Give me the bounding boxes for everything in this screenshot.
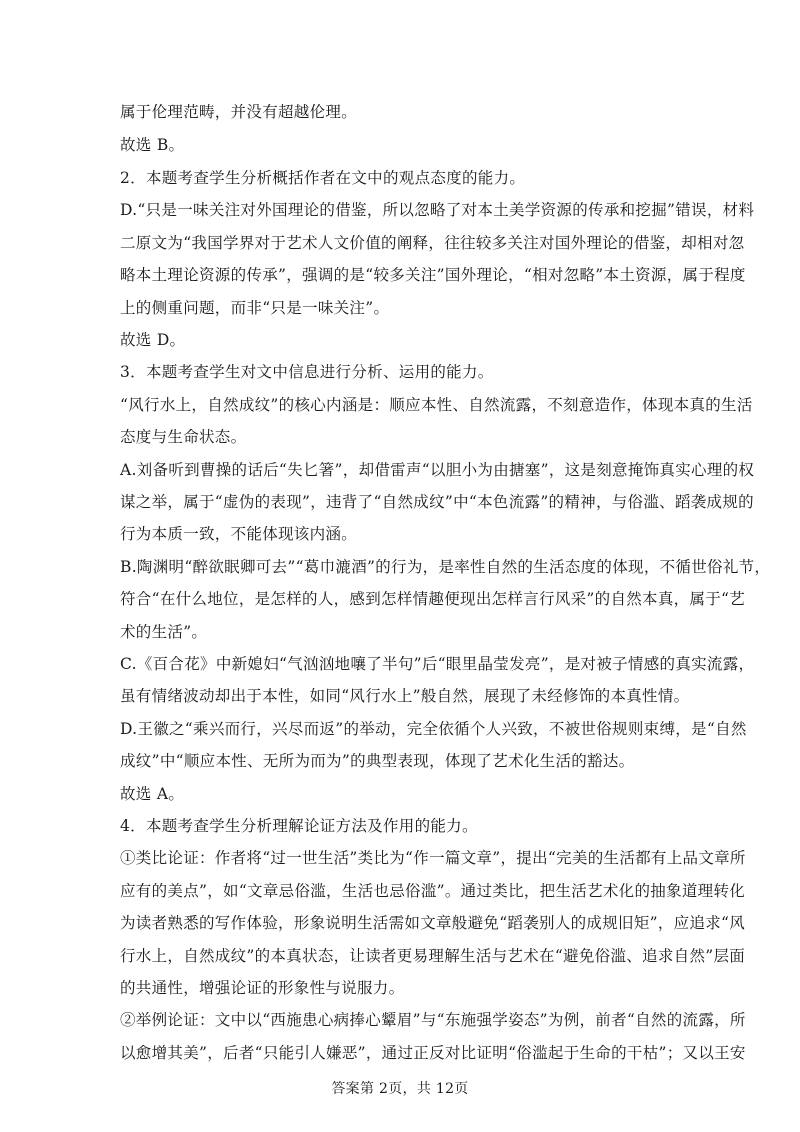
text-line: D.王徽之“乘兴而行，兴尽而返”的举动，完全依循个人兴致，不被世俗规则束缚，是“自然 xyxy=(120,720,747,738)
text-line: C.《百合花》中新媳妇“气汹汹地嚷了半句”后“眼里晶莹发亮”，是对被子情感的真实流露， xyxy=(120,655,755,673)
text-line: ①类比论证：作者将“过一世生活”类比为“作一篇文章”，提出“完美的生活都有上品文章所 xyxy=(120,849,746,867)
text-line: 虽有情绪波动却出于本性，如同“风行水上”般自然，展现了未经修饰的本真性情。 xyxy=(120,687,690,705)
text-line: A.刘备听到曹操的话后“失匕箸”，却借雷声“以胆小为由搪塞”，这是刻意掩饰真实心理的权 xyxy=(120,461,755,479)
text-line: 略本土理论资源的传承”，强调的是“较多关注”国外理论，“相对忽略”本土资源，属于程度 xyxy=(120,266,746,284)
text-line: 为读者熟悉的写作体验，形象说明生活需如文章般避免“蹈袭别人的成规旧矩”，应追求“风 xyxy=(120,914,746,932)
text-line: 故选 B。 xyxy=(120,136,185,154)
text-line: “风行水上，自然成纹”的核心内涵是：顺应本性、自然流露，不刻意造作，体现本真的生活 xyxy=(120,396,753,414)
text-line: 4．本题考查学生分析理解论证方法及作用的能力。 xyxy=(120,817,478,835)
text-line: 故选 D。 xyxy=(120,331,186,349)
text-line: 谋之举，属于“虚伪的表现”，违背了“自然成纹”中“本色流露”的精神，与俗滥、蹈袭成规的 xyxy=(120,493,754,511)
text-line: 上的侧重问题，而非“只是一味关注”。 xyxy=(120,299,390,317)
text-line: 的共通性，增强论证的形象性与说服力。 xyxy=(120,979,405,997)
text-line: 态度与生命状态。 xyxy=(120,428,247,446)
text-line: 二原文为“我国学界对于艺术人文价值的阐释，往往较多关注对国外理论的借鉴，却相对忽 xyxy=(120,234,745,252)
text-line: B.陶渊明“醉欲眠卿可去”“葛巾漉酒”的行为，是率性自然的生活态度的体现，不循世俗礼节， xyxy=(120,558,771,576)
text-line: 行水上，自然成纹”的本真状态，让读者更易理解生活与艺术在“避免俗滥、追求自然”层面 xyxy=(120,947,746,965)
text-line: ②举例论证：文中以“西施患心病捧心颦眉”与“东施强学姿态”为例，前者“自然的流露，所 xyxy=(120,1011,746,1029)
text-line: 2．本题考查学生分析概括作者在文中的观点态度的能力。 xyxy=(120,169,526,187)
text-line: 符合“在什么地位，是怎样的人，感到怎样情趣便现出怎样言行风采”的自然本真，属于“艺 xyxy=(120,590,746,608)
text-line: 行为本质一致，不能体现该内涵。 xyxy=(120,525,358,543)
page-footer: 答案第 2页，共 12页 xyxy=(331,1081,469,1097)
text-line: 术的生活”。 xyxy=(120,623,208,641)
text-line: 属于伦理范畴，并没有超越伦理。 xyxy=(120,103,358,121)
text-line: 3．本题考查学生对文中信息进行分析、运用的能力。 xyxy=(120,363,494,381)
text-line: 成纹”中“顺应本性、无所为而为”的典型表现，体现了艺术化生活的豁达。 xyxy=(120,752,635,770)
text-line: 故选 A。 xyxy=(120,785,185,803)
text-line: D.“只是一味关注对外国理论的借鉴，所以忽略了对本土美学资源的传承和挖掘”错误，材料 xyxy=(120,201,755,219)
text-line: 以愈增其美”，后者“只能引人嫌恶”，通过正反对比证明“俗滥起于生命的干枯”；又以王安 xyxy=(120,1044,746,1062)
text-line: 应有的美点”，如“文章忌俗滥，生活也忌俗滥”。通过类比，把生活艺术化的抽象道理转化 xyxy=(120,882,746,900)
